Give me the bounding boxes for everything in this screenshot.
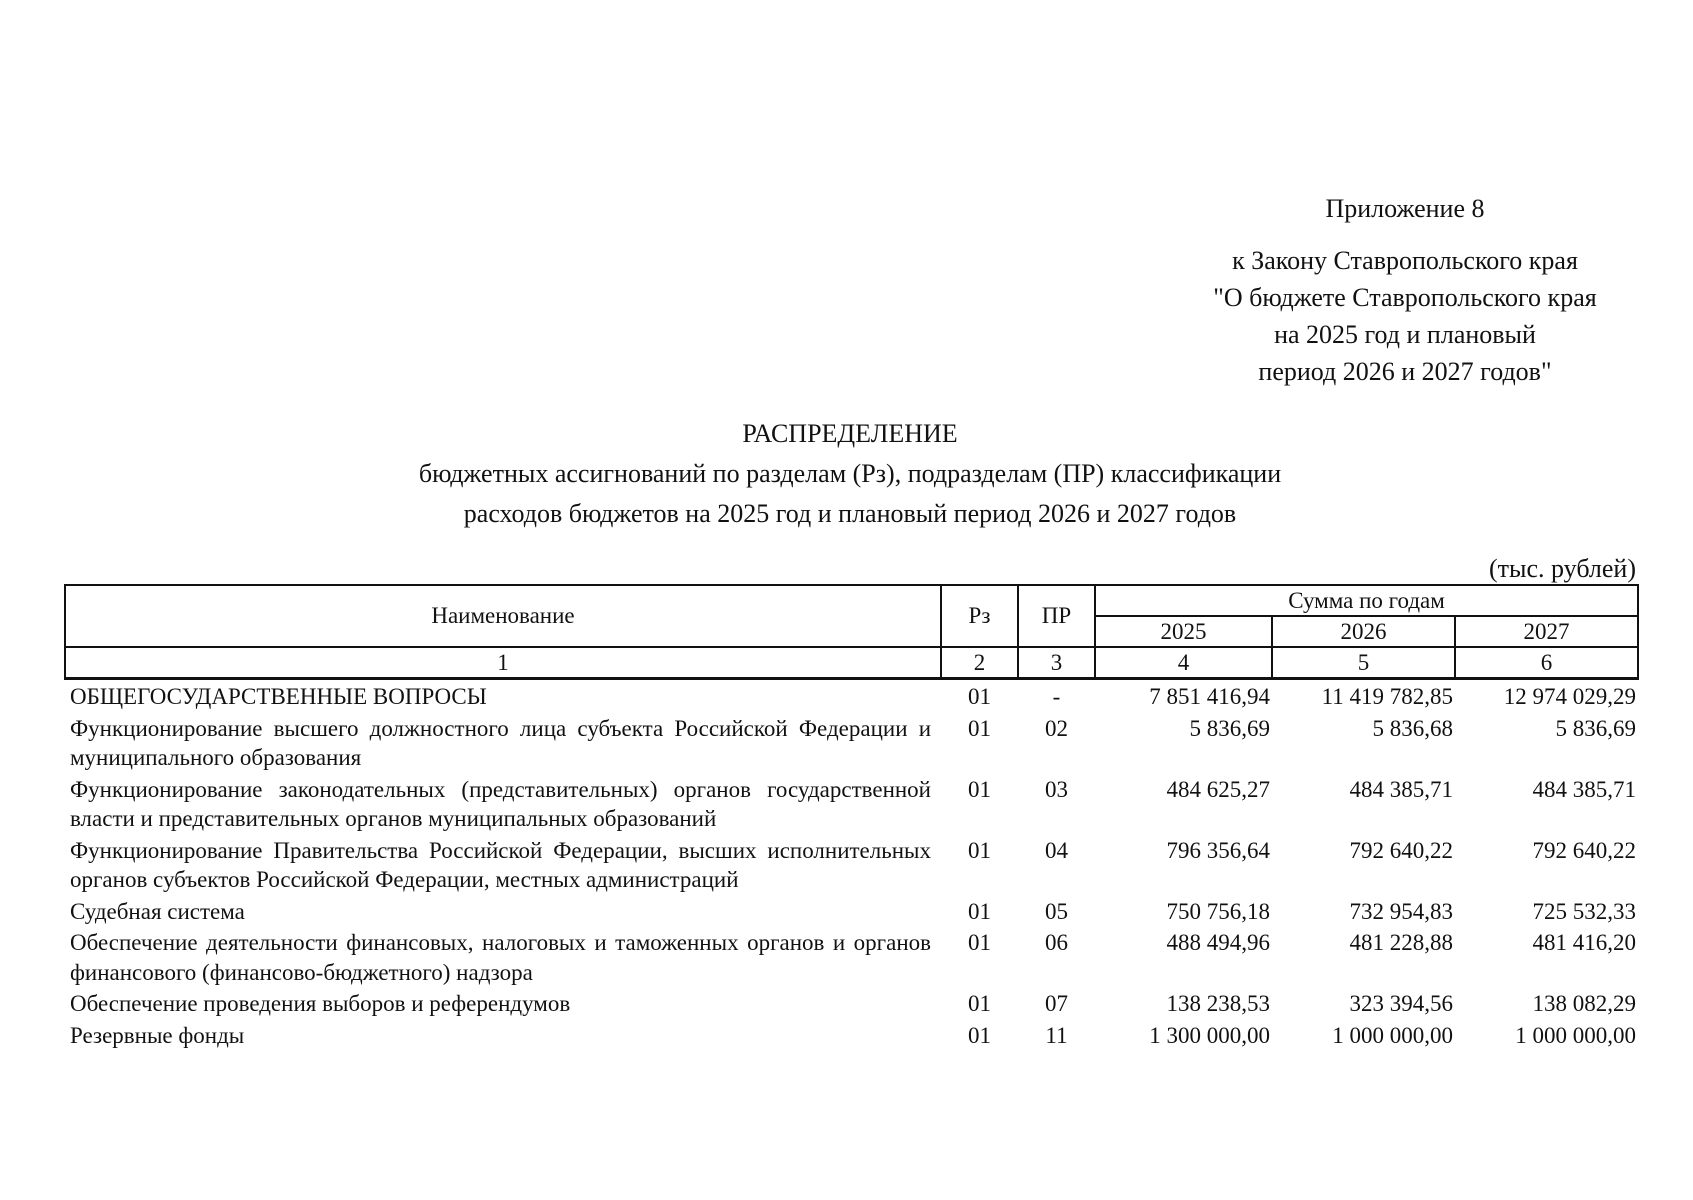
row-rz-code: 01 — [968, 930, 991, 955]
column-header-rz: Рз — [941, 585, 1018, 647]
table-row — [65, 987, 1638, 1019]
row-name: Обеспечение проведения выборов и референдумов — [70, 991, 571, 1016]
row-pr-code: 02 — [1045, 715, 1068, 741]
row-rz-code: 01 — [968, 715, 991, 741]
row-name: Функционирование законодательных (представительных) органов государственной власти и представительных органов муниципальных образований — [70, 776, 931, 831]
units-label: (тыс. рублей) — [1488, 554, 1636, 583]
document-title-block — [0, 414, 1693, 534]
row-amount-2027: 138 082,29 — [1532, 991, 1637, 1016]
column-header-year-2027: 2027 — [1455, 616, 1638, 647]
row-name: Резервные фонды — [70, 1022, 245, 1048]
table-row — [65, 926, 1638, 987]
appendix-line: к Закону Ставропольского края — [1232, 246, 1578, 275]
row-name: Функционирование высшего должностного лица субъекта Российской Федерации и муниципального образования — [70, 715, 931, 770]
budget-table — [64, 584, 1639, 1050]
row-amount-2027: 792 640,22 — [1532, 837, 1637, 863]
column-number: 6 — [1455, 647, 1638, 679]
column-number: 1 — [65, 647, 941, 679]
row-pr-code: - — [1052, 684, 1061, 709]
row-name: ОБЩЕГОСУДАРСТВЕННЫЕ ВОПРОСЫ — [70, 684, 487, 709]
row-amount-2026: 323 394,56 — [1349, 991, 1453, 1016]
row-pr-code: 05 — [1045, 898, 1068, 924]
table-row — [65, 1019, 1638, 1051]
table-header — [65, 585, 1638, 679]
column-header-name: Наименование — [65, 585, 941, 647]
column-number: 5 — [1272, 647, 1455, 679]
table-row — [65, 834, 1638, 895]
document-subheading: расходов бюджетов на 2025 год и плановый период 2026 и 2027 годов — [463, 499, 1237, 528]
row-amount-2027: 725 532,33 — [1532, 898, 1637, 924]
appendix-line: на 2025 год и плановый — [1274, 320, 1536, 349]
row-amount-2025: 5 836,69 — [1189, 715, 1270, 741]
row-rz-code: 01 — [968, 991, 991, 1016]
row-amount-2026: 481 228,88 — [1349, 930, 1453, 955]
table-row — [65, 679, 1638, 712]
row-pr-code: 04 — [1045, 837, 1068, 863]
row-amount-2026: 1 000 000,00 — [1332, 1022, 1453, 1048]
row-rz-code: 01 — [968, 837, 991, 863]
column-header-pr: ПР — [1018, 585, 1095, 647]
row-amount-2027: 5 836,69 — [1555, 715, 1637, 741]
row-rz-code: 01 — [968, 1022, 991, 1048]
appendix-line: период 2026 и 2027 годов" — [1258, 357, 1552, 386]
row-pr-code: 07 — [1045, 991, 1068, 1016]
table-row — [65, 773, 1638, 834]
row-amount-2026: 732 954,83 — [1349, 898, 1453, 924]
row-name: Функционирование Правительства Российской Федерации, высших исполнительных органов субъектов Российской Федерации, местных администраций — [70, 837, 931, 892]
row-amount-2027: 481 416,20 — [1532, 930, 1637, 955]
row-pr-code: 11 — [1045, 1022, 1068, 1048]
column-number: 4 — [1095, 647, 1272, 679]
row-pr-code: 03 — [1045, 776, 1068, 802]
appendix-line: "О бюджете Ставропольского края — [1213, 283, 1597, 312]
row-amount-2025: 488 494,96 — [1166, 930, 1270, 955]
row-amount-2025: 750 756,18 — [1166, 898, 1270, 924]
row-rz-code: 01 — [968, 898, 991, 924]
column-header-year-2026: 2026 — [1272, 616, 1455, 647]
row-amount-2025: 1 300 000,00 — [1149, 1022, 1270, 1048]
column-header-sum-by-years: Сумма по годам — [1095, 585, 1638, 616]
row-name: Судебная система — [70, 898, 245, 924]
row-amount-2025: 796 356,64 — [1166, 837, 1270, 863]
column-number: 3 — [1018, 647, 1095, 679]
column-header-year-2025: 2025 — [1095, 616, 1272, 647]
row-amount-2025: 7 851 416,94 — [1149, 684, 1270, 709]
document-heading: РАСПРЕДЕЛЕНИЕ — [742, 419, 958, 448]
row-pr-code: 06 — [1045, 930, 1068, 955]
document-subheading: бюджетных ассигнований по разделам (Рз), подразделам (ПР) классификации — [418, 459, 1282, 488]
row-rz-code: 01 — [968, 776, 991, 802]
row-amount-2027: 484 385,71 — [1532, 776, 1637, 802]
row-amount-2026: 11 419 782,85 — [1321, 684, 1453, 709]
table-body — [65, 679, 1638, 1051]
column-number: 2 — [941, 647, 1018, 679]
row-rz-code: 01 — [968, 684, 991, 709]
row-amount-2027: 1 000 000,00 — [1515, 1022, 1637, 1048]
table-row — [65, 712, 1638, 773]
row-amount-2026: 484 385,71 — [1349, 776, 1453, 802]
row-amount-2025: 484 625,27 — [1166, 776, 1270, 802]
row-amount-2027: 12 974 029,29 — [1503, 684, 1637, 709]
table-row — [65, 895, 1638, 927]
row-amount-2026: 5 836,68 — [1372, 715, 1453, 741]
row-name: Обеспечение деятельности финансовых, налоговых и таможенных органов и органов финансового (финансово-бюджетного) надзора — [70, 930, 931, 985]
appendix-title: Приложение 8 — [1325, 194, 1485, 223]
row-amount-2025: 138 238,53 — [1166, 991, 1270, 1016]
appendix-block — [1180, 190, 1630, 390]
row-amount-2026: 792 640,22 — [1349, 837, 1453, 863]
